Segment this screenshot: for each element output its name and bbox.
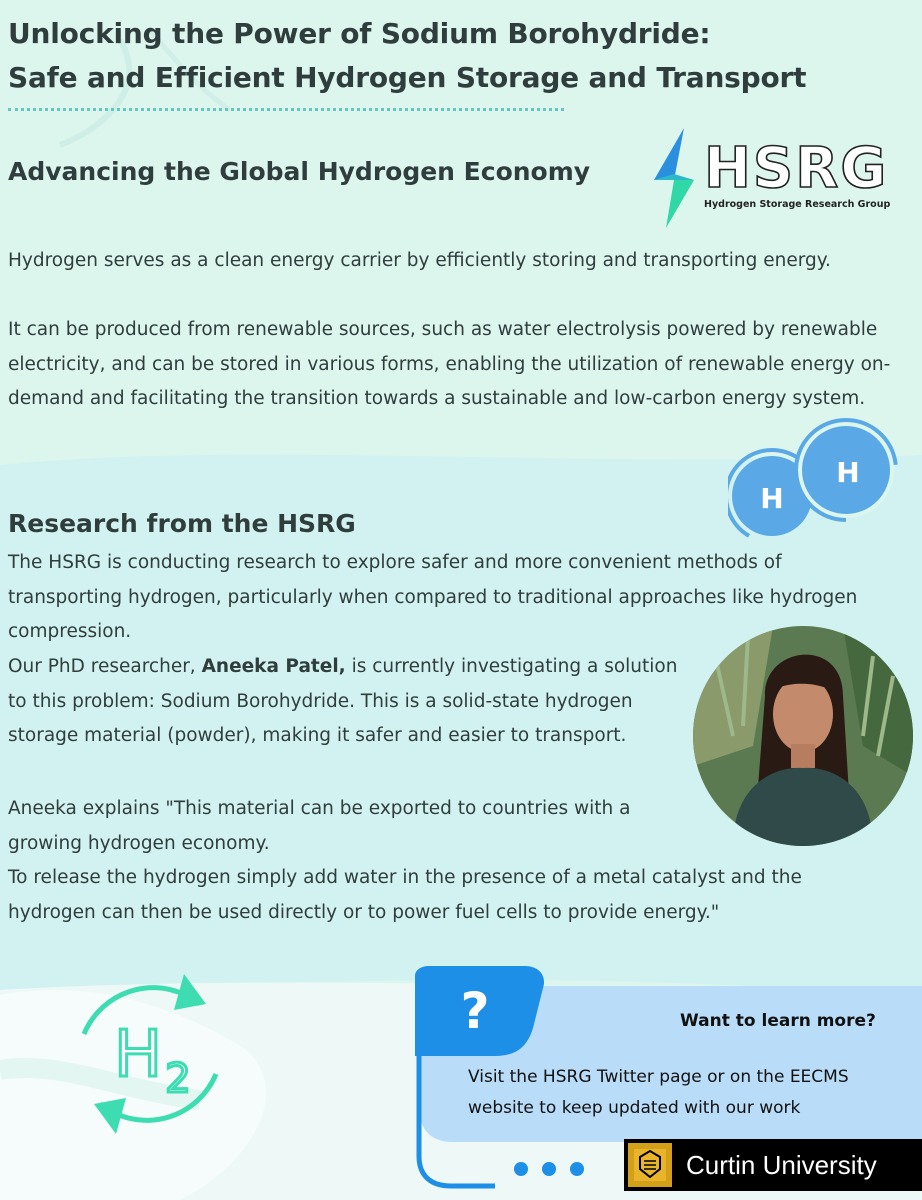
paragraph-research: The HSRG is conducting research to explore safer and more convenient methods of transporting hydrogen, particularly when compared to traditional approaches like hydrogen compression. bbox=[8, 552, 858, 642]
section-heading-economy: Advancing the Global Hydrogen Economy bbox=[8, 157, 591, 186]
title-line-2: Safe and Efficient Hydrogen Storage and Transport bbox=[8, 61, 807, 94]
curtin-crest-icon bbox=[628, 1143, 672, 1187]
paragraph-quote: Aneeka explains "This material can be exported to countries with a growing hydrogen economy. bbox=[8, 798, 631, 854]
university-name: Curtin University bbox=[686, 1149, 877, 1180]
learn-more-heading: Want to learn more? bbox=[680, 1011, 876, 1031]
h2-cycle-icon bbox=[60, 964, 240, 1144]
researcher-description: is currently investigating a solution to this problem: Sodium Borohydride. This is a solid-state hydrogen storage material (powder), making it safer and easier to transport. bbox=[8, 656, 678, 746]
paragraph-intro: Hydrogen serves as a clean energy carrier by efficiently storing and transporting energy. bbox=[8, 250, 831, 271]
paragraph-researcher bbox=[8, 650, 688, 754]
title-divider bbox=[8, 108, 564, 111]
section-heading-research: Research from the HSRG bbox=[8, 509, 356, 538]
title-line-1: Unlocking the Power of Sodium Borohydride: bbox=[8, 17, 711, 50]
researcher-portrait bbox=[693, 626, 913, 846]
lightning-bolt-icon bbox=[650, 128, 698, 228]
page-title bbox=[8, 12, 908, 100]
hsrg-logo: HSRG bbox=[704, 136, 889, 201]
researcher-intro-text: Our PhD researcher, bbox=[8, 656, 202, 677]
learn-more-body: Visit the HSRG Twitter page or on the EECMS website to keep updated with our work bbox=[468, 1067, 849, 1118]
paragraph-renewable: It can be produced from renewable sources, such as water electrolysis powered by renewable electricity, and can be stored in various forms, enabling the utilization of renewable energy on-demand and facilitating the transition towards a sustainable and low-carbon energy system. bbox=[8, 319, 891, 409]
curtin-university-logo bbox=[624, 1139, 922, 1191]
more-dots-icon bbox=[512, 1160, 586, 1178]
paragraph-quote-continued: To release the hydrogen simply add water in the presence of a metal catalyst and the hydrogen can then be used directly or to power fuel cells to provide energy." bbox=[8, 867, 802, 923]
hsrg-logo-subtitle: Hydrogen Storage Research Group bbox=[704, 199, 891, 210]
hydrogen-atoms-icon bbox=[728, 418, 918, 538]
atom-label-left: H bbox=[760, 482, 784, 515]
h2-label: H bbox=[113, 1018, 163, 1092]
h2-subscript: 2 bbox=[165, 1056, 191, 1102]
researcher-name: Aneeka Patel, bbox=[201, 656, 346, 677]
question-mark-icon: ? bbox=[460, 982, 490, 1040]
atom-label-right: H bbox=[836, 456, 860, 489]
